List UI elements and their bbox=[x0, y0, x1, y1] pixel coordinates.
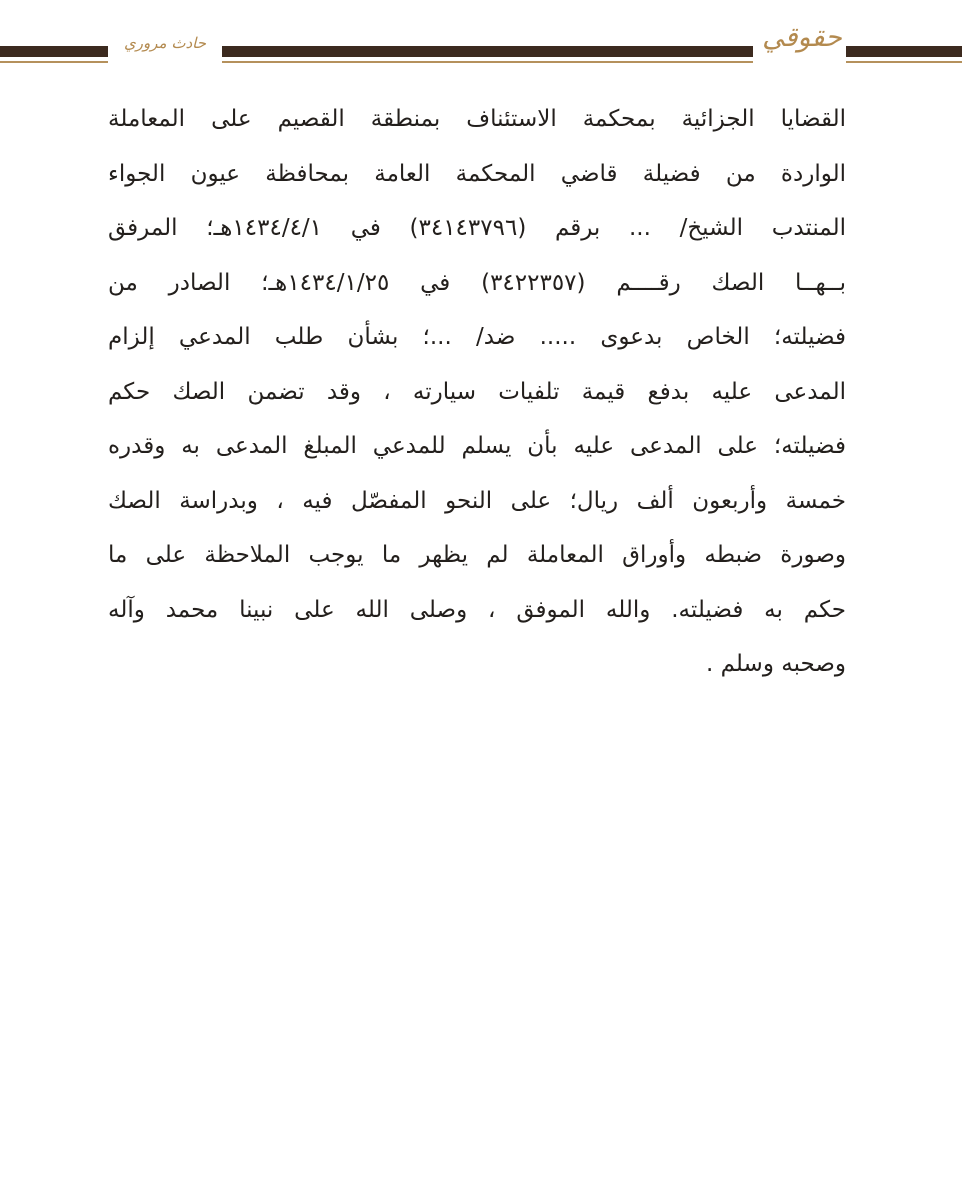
paragraph-line: فضيلته؛ على المدعى عليه بأن يسلم للمدعي المبلغ المدعى به وقدره bbox=[108, 433, 846, 459]
paragraph-line: المدعى عليه بدفع قيمة تلفيات سيارته ، وقد تضمن الصك حكم bbox=[108, 378, 846, 405]
paragraph-line: فضيلته؛ الخاص بدعوى ..... ضد/ ...؛ بشأن طلب المدعي إلزام bbox=[108, 324, 846, 350]
paragraph-line: حكم به فضيلته. والله الموفق ، وصلى الله على نبينا محمد وآله bbox=[108, 596, 846, 623]
paragraph-line: خمسة وأربعون ألف ريال؛ على النحو المفصّل فيه ، وبدراسة الصك bbox=[108, 487, 846, 514]
page-header bbox=[0, 0, 962, 80]
paragraph-line: وصورة ضبطه وأوراق المعاملة لم يظهر ما يوجب الملاحظة على ما bbox=[108, 542, 846, 568]
paragraph-line-final: وصحبه وسلم . bbox=[706, 651, 846, 677]
series-title: حقوقي bbox=[762, 22, 842, 53]
section-title: حادث مروري bbox=[124, 34, 206, 52]
paragraph-line: الواردة من فضيلة قاضي المحكمة العامة بمحافظة عيون الجواء bbox=[108, 160, 846, 187]
paragraph-line: المنتدب الشيخ/ ... برقم (٣٤١٤٣٧٩٦) في ١٤٣٤/٤/١هـ؛ المرفق bbox=[108, 215, 846, 241]
header-rule-middle bbox=[222, 46, 753, 57]
header-rule-left bbox=[0, 46, 108, 57]
header-rule-right bbox=[846, 46, 962, 57]
paragraph-line: القضايا الجزائية بمحكمة الاستئناف بمنطقة القصيم على المعاملة bbox=[108, 106, 846, 132]
paragraph-line: بــهــا الصك رقــــم (٣٤٢٢٣٥٧) في ١٤٣٤/١/٢٥هـ؛ الصادر من bbox=[108, 269, 846, 296]
body-paragraph bbox=[108, 92, 846, 692]
